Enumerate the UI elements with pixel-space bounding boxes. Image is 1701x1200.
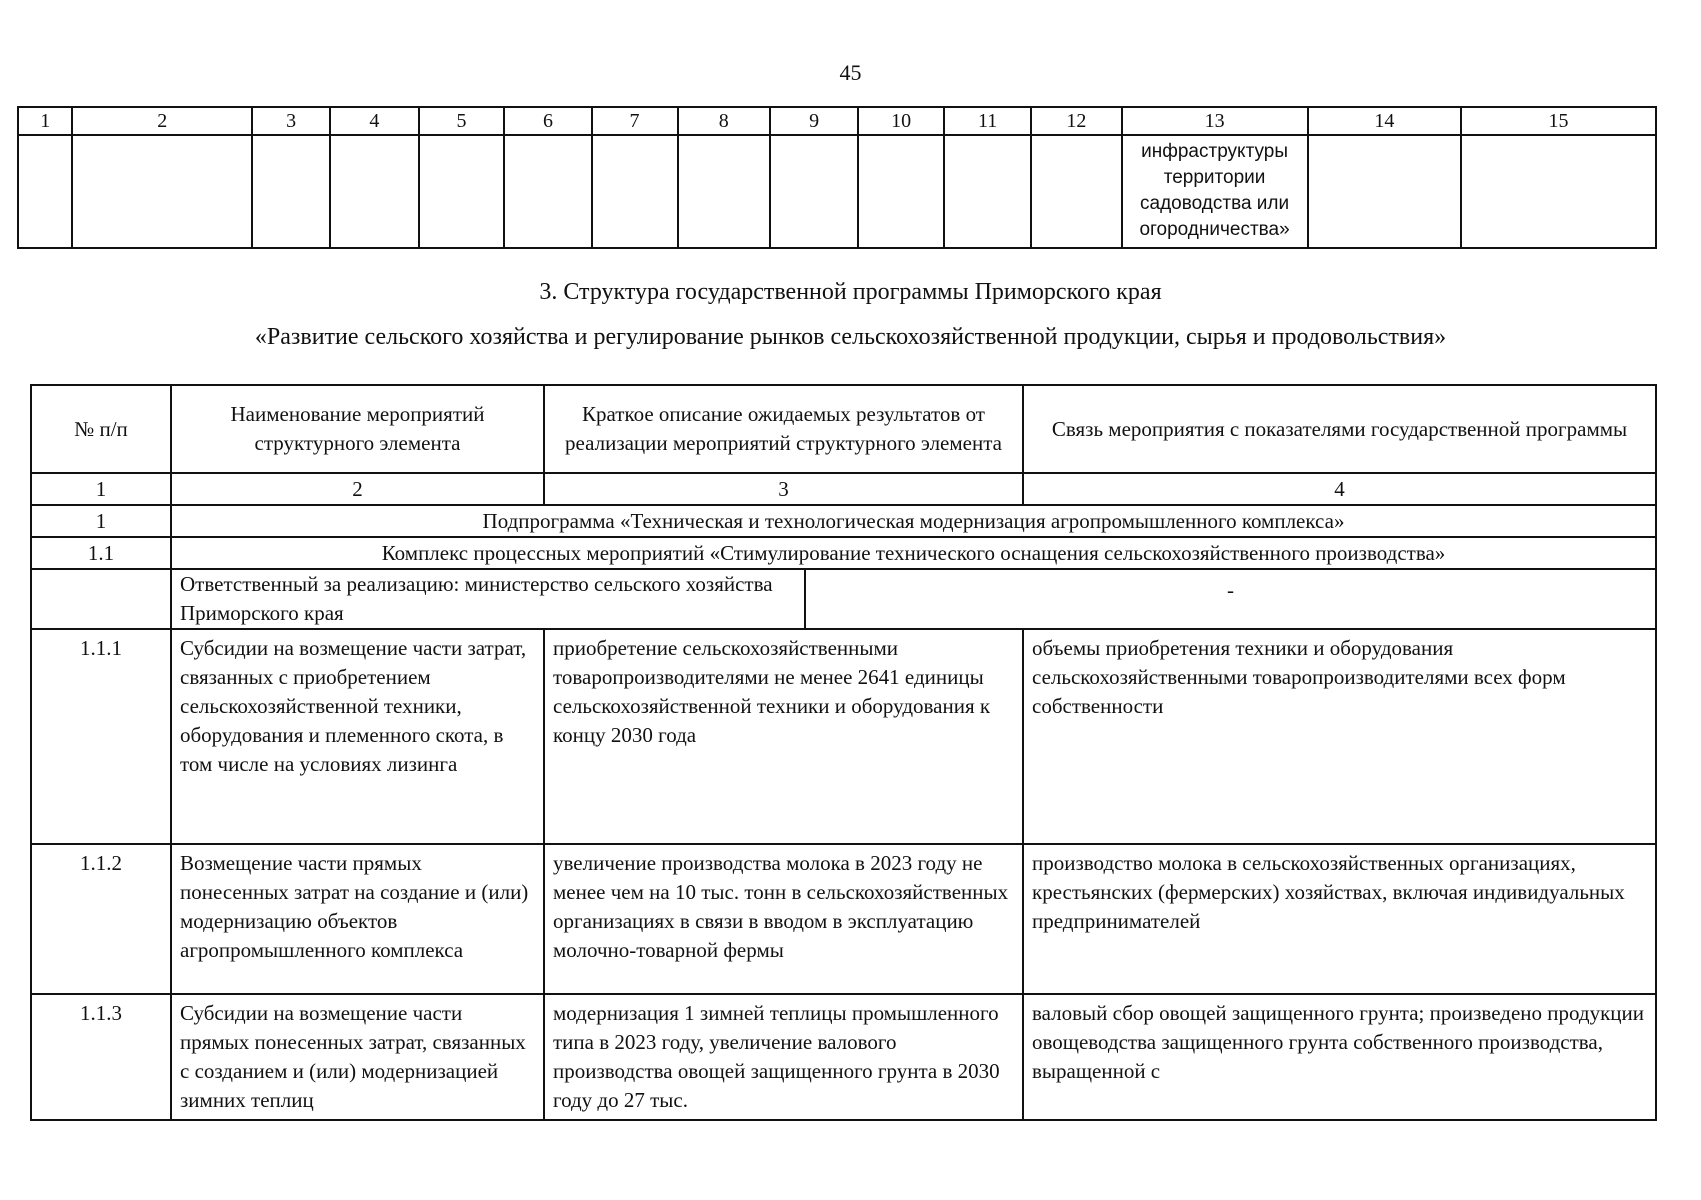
header-link: Связь мероприятия с показателями государственной программы: [1023, 385, 1656, 473]
column-number: 9: [770, 107, 858, 135]
empty-cell: [678, 135, 771, 248]
responsible-value: -: [1227, 578, 1234, 602]
empty-cell: [419, 135, 505, 248]
indicator-link: объемы приобретения техники и оборудования сельскохозяйственными товаропроизводителями всех форм собственности: [1023, 629, 1656, 844]
column-number: 13: [1122, 107, 1308, 135]
column-number: 4: [330, 107, 418, 135]
complex-title: Комплекс процессных мероприятий «Стимулирование технического оснащения сельскохозяйственного производства»: [171, 537, 1656, 569]
column-number: 15: [1461, 107, 1656, 135]
column-number: 3: [252, 107, 330, 135]
empty-cell: [1461, 135, 1656, 248]
continued-table-header-row: [18, 107, 1656, 135]
header-name: Наименование мероприятий структурного элемента: [171, 385, 544, 473]
column-number: 12: [1031, 107, 1121, 135]
empty-cell: [504, 135, 591, 248]
expected-result: увеличение производства молока в 2023 году не менее чем на 10 тыс. тонн в сельскохозяйственных организациях в связи в вводом в эксплуатацию молочно-товарной фермы: [544, 844, 1023, 994]
column-number: 5: [419, 107, 505, 135]
measure-name: Субсидии на возмещение части прямых понесенных затрат, связанных с созданием и (или) модернизацией зимних теплиц: [171, 994, 544, 1120]
empty-cell: [770, 135, 858, 248]
empty-cell: [31, 569, 171, 629]
measure-name: Субсидии на возмещение части затрат, связанных с приобретением сельскохозяйственной техники, оборудования и племенного скота, в том числе на условиях лизинга: [171, 629, 544, 844]
column-number: 14: [1308, 107, 1461, 135]
column-number: 3: [544, 473, 1023, 505]
empty-cell: [252, 135, 330, 248]
row-number: 1.1.3: [31, 994, 171, 1120]
header-number: № п/п: [31, 385, 171, 473]
structure-table-header: [31, 385, 1656, 473]
column-13-text: инфраструктуры территории садоводства или огородничества»: [1122, 135, 1308, 248]
column-number: 1: [18, 107, 72, 135]
continued-table: [17, 106, 1657, 249]
indicator-link: валовый сбор овощей защищенного грунта; произведено продукции овощеводства защищенного грунта собственного производства, выращенной с: [1023, 994, 1656, 1120]
column-number: 7: [592, 107, 678, 135]
subprogram-title: Подпрограмма «Техническая и технологическая модернизация агропромышленного комплекса»: [171, 505, 1656, 537]
column-numbers-row: [31, 473, 1656, 505]
empty-cell: [330, 135, 418, 248]
column-number: 10: [858, 107, 944, 135]
expected-result: приобретение сельскохозяйственными товаропроизводителями не менее 2641 единицы сельскохозяйственной техники и оборудования к концу 2030 года: [544, 629, 1023, 844]
column-number: 11: [944, 107, 1031, 135]
table-row: [31, 844, 1656, 994]
column-number: 4: [1023, 473, 1656, 505]
empty-cell: [592, 135, 678, 248]
measure-name: Возмещение части прямых понесенных затрат на создание и (или) модернизацию объектов агропромышленного комплекса: [171, 844, 544, 994]
responsible-row: [31, 569, 1656, 629]
complex-row: [31, 537, 1656, 569]
subprogram-row: [31, 505, 1656, 537]
column-number: 8: [678, 107, 771, 135]
empty-cell: [858, 135, 944, 248]
table-row: [31, 629, 1656, 844]
column-number: 2: [72, 107, 252, 135]
row-number: 1.1.2: [31, 844, 171, 994]
indicator-link: производство молока в сельскохозяйственных организациях, крестьянских (фермерских) хозяйствах, включая индивидуальных предпринимателей: [1023, 844, 1656, 994]
complex-number: 1.1: [31, 537, 171, 569]
row-number: 1.1.1: [31, 629, 171, 844]
empty-cell: [18, 135, 72, 248]
empty-cell: [1031, 135, 1121, 248]
empty-cell: [1308, 135, 1461, 248]
responsible-text: Ответственный за реализацию: министерство сельского хозяйства Приморского края: [172, 570, 806, 628]
header-results: Краткое описание ожидаемых результатов от реализации мероприятий структурного элемента: [544, 385, 1023, 473]
section-title: 3. Структура государственной программы Приморского края: [539, 279, 1162, 305]
expected-result: модернизация 1 зимней теплицы промышленного типа в 2023 году, увеличение валового производства овощей защищенного грунта в 2030 году до 27 тыс.: [544, 994, 1023, 1120]
subprogram-number: 1: [31, 505, 171, 537]
empty-cell: [72, 135, 252, 248]
page-number: 45: [839, 60, 862, 85]
responsible-cell: [171, 569, 1656, 629]
program-title: «Развитие сельского хозяйства и регулирование рынков сельскохозяйственной продукции, сырья и продовольствия»: [254, 324, 1447, 350]
column-number: 2: [171, 473, 544, 505]
continued-table-row: [18, 135, 1656, 248]
structure-table: [30, 384, 1657, 1121]
column-number: 1: [31, 473, 171, 505]
table-row: [31, 994, 1656, 1120]
empty-cell: [944, 135, 1031, 248]
column-number: 6: [504, 107, 591, 135]
